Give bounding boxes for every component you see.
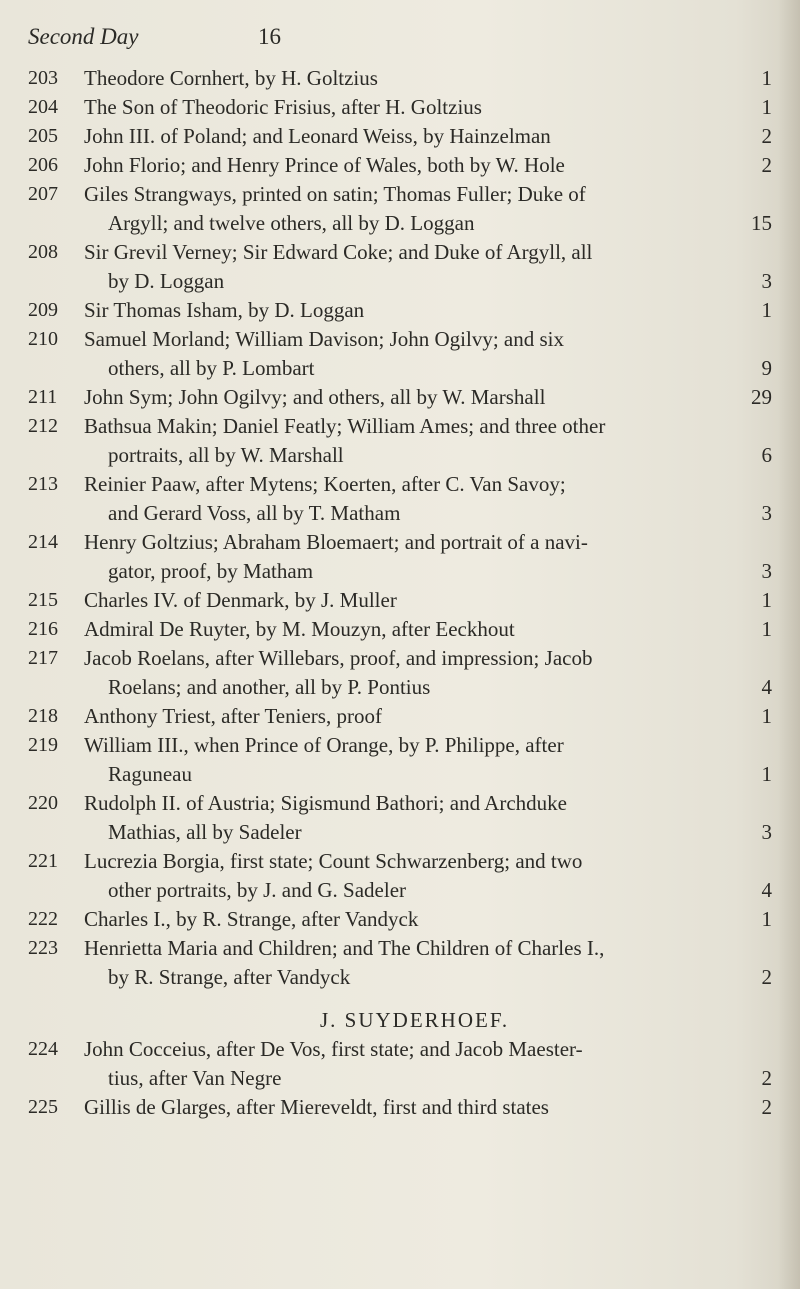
lot-quantity: 1 (761, 66, 772, 90)
lot-number: 214 (28, 531, 58, 553)
lot-description-continuation: by D. Loggan (108, 269, 225, 293)
lot-description-line: Bathsua Makin; Daniel Featly; William Ames; and three other (84, 414, 606, 438)
lot-description (84, 122, 778, 151)
lot-entry (28, 528, 778, 586)
lot-description-continuation: Mathias, all by Sadeler (108, 820, 302, 844)
lot-description-line: The Son of Theodoric Frisius, after H. Goltzius (84, 95, 482, 119)
lot-quantity: 1 (761, 907, 772, 931)
lot-description-line: Giles Strangways, printed on satin; Thomas Fuller; Duke of (84, 182, 586, 206)
lot-group-after-heading (28, 1035, 778, 1122)
lot-entry (28, 470, 778, 528)
lot-entry (28, 296, 778, 325)
lot-quantity: 1 (761, 617, 772, 641)
lot-description (84, 412, 778, 470)
lot-description-line: Samuel Morland; William Davison; John Ogilvy; and six (84, 327, 564, 351)
lot-quantity: 2 (761, 1066, 772, 1090)
lot-description (84, 1035, 778, 1093)
lot-entry (28, 905, 778, 934)
engraver-heading: J. SUYDERHOEF. (320, 1008, 510, 1032)
lot-quantity: 1 (761, 95, 772, 119)
lot-description (84, 383, 778, 412)
lot-number: 224 (28, 1038, 58, 1060)
lot-quantity: 9 (761, 356, 772, 380)
lot-description-line: John Cocceius, after De Vos, first state; and Jacob Maester- (84, 1037, 583, 1061)
lot-description (84, 64, 778, 93)
lot-quantity: 2 (761, 965, 772, 989)
lot-quantity: 3 (761, 269, 772, 293)
lot-entry (28, 731, 778, 789)
lot-number: 221 (28, 850, 58, 872)
lot-description-line: Henry Goltzius; Abraham Bloemaert; and portrait of a navi- (84, 530, 588, 554)
lot-number: 215 (28, 589, 58, 611)
lot-quantity: 6 (761, 443, 772, 467)
lot-entry (28, 412, 778, 470)
lot-entry (28, 383, 778, 412)
lot-description-continuation: and Gerard Voss, all by T. Matham (108, 501, 401, 525)
lot-description (84, 1093, 778, 1122)
lot-description-continuation: gator, proof, by Matham (108, 559, 314, 583)
lot-description-line: Gillis de Glarges, after Miereveldt, first and third states (84, 1095, 549, 1119)
lot-entry (28, 151, 778, 180)
lot-description-continuation: others, all by P. Lombart (108, 356, 315, 380)
lot-number: 222 (28, 908, 58, 930)
lot-quantity: 1 (761, 704, 772, 728)
lot-description (84, 615, 778, 644)
lot-quantity: 2 (761, 1095, 772, 1119)
lot-description-line: Sir Grevil Verney; Sir Edward Coke; and Duke of Argyll, all (84, 240, 593, 264)
lot-entry (28, 93, 778, 122)
lot-description (84, 789, 778, 847)
lot-number: 203 (28, 67, 58, 89)
lot-entry (28, 702, 778, 731)
lot-quantity: 3 (761, 559, 772, 583)
lot-description-line: Charles IV. of Denmark, by J. Muller (84, 588, 397, 612)
lot-number: 218 (28, 705, 58, 727)
lot-number: 210 (28, 328, 58, 350)
lot-description (84, 93, 778, 122)
lot-description (84, 180, 778, 238)
lot-number: 204 (28, 96, 58, 118)
lot-number: 206 (28, 154, 58, 176)
lot-entry (28, 180, 778, 238)
lot-description-line: Admiral De Ruyter, by M. Mouzyn, after Eeckhout (84, 617, 515, 641)
lot-entry (28, 934, 778, 992)
lot-number: 223 (28, 937, 58, 959)
lot-number: 216 (28, 618, 58, 640)
lot-quantity: 4 (761, 878, 772, 902)
lot-quantity: 2 (761, 124, 772, 148)
lot-group-before-heading (28, 64, 778, 992)
lot-quantity: 4 (761, 675, 772, 699)
lot-description-line: John Florio; and Henry Prince of Wales, both by W. Hole (84, 153, 565, 177)
lot-entry (28, 1093, 778, 1122)
lot-number: 217 (28, 647, 58, 669)
lot-description-continuation: by R. Strange, after Vandyck (108, 965, 351, 989)
lot-description-line: John Sym; John Ogilvy; and others, all by W. Marshall (84, 385, 546, 409)
lot-description (84, 847, 778, 905)
lot-number: 220 (28, 792, 58, 814)
lot-description (84, 528, 778, 586)
day-heading: Second Day (28, 24, 139, 49)
lot-number: 219 (28, 734, 58, 756)
page-header (28, 24, 760, 54)
lot-description (84, 296, 778, 325)
lot-quantity: 15 (751, 211, 772, 235)
lot-description-line: Sir Thomas Isham, by D. Loggan (84, 298, 365, 322)
lot-description-line: Reinier Paaw, after Mytens; Koerten, after C. Van Savoy; (84, 472, 566, 496)
lot-description-line: John III. of Poland; and Leonard Weiss, by Hainzelman (84, 124, 551, 148)
lot-description (84, 731, 778, 789)
lot-description-continuation: Roelans; and another, all by P. Pontius (108, 675, 431, 699)
lot-number: 213 (28, 473, 58, 495)
lot-description (84, 905, 778, 934)
lot-entry (28, 615, 778, 644)
lot-description-line: Charles I., by R. Strange, after Vandyck (84, 907, 419, 931)
lot-description-continuation: other portraits, by J. and G. Sadeler (108, 878, 407, 902)
lot-description-line: Jacob Roelans, after Willebars, proof, and impression; Jacob (84, 646, 593, 670)
lot-entry (28, 789, 778, 847)
lot-description (84, 325, 778, 383)
page-number: 16 (258, 24, 281, 49)
lot-number: 211 (28, 386, 58, 408)
lot-quantity: 29 (751, 385, 772, 409)
lot-description (84, 238, 778, 296)
lot-description-line: Theodore Cornhert, by H. Goltzius (84, 66, 378, 90)
lot-list (28, 64, 778, 1122)
lot-entry (28, 1035, 778, 1093)
lot-description-line: Anthony Triest, after Teniers, proof (84, 704, 382, 728)
lot-quantity: 1 (761, 762, 772, 786)
lot-description-continuation: portraits, all by W. Marshall (108, 443, 344, 467)
lot-quantity: 1 (761, 588, 772, 612)
lot-entry (28, 847, 778, 905)
lot-number: 225 (28, 1096, 58, 1118)
lot-entry (28, 122, 778, 151)
lot-entry (28, 238, 778, 296)
lot-description-line: Rudolph II. of Austria; Sigismund Bathori; and Archduke (84, 791, 567, 815)
lot-number: 209 (28, 299, 58, 321)
lot-description (84, 644, 778, 702)
lot-description (84, 586, 778, 615)
page-edge-shadow (778, 0, 800, 1289)
lot-number: 207 (28, 183, 58, 205)
lot-entry (28, 586, 778, 615)
lot-quantity: 3 (761, 501, 772, 525)
lot-description-line: William III., when Prince of Orange, by P. Philippe, after (84, 733, 564, 757)
lot-quantity: 2 (761, 153, 772, 177)
lot-number: 205 (28, 125, 58, 147)
lot-description (84, 470, 778, 528)
lot-description-line: Henrietta Maria and Children; and The Children of Charles I., (84, 936, 605, 960)
lot-entry (28, 644, 778, 702)
lot-description (84, 151, 778, 180)
lot-entry (28, 325, 778, 383)
lot-description (84, 934, 778, 992)
lot-description-continuation: Argyll; and twelve others, all by D. Loggan (108, 211, 475, 235)
lot-quantity: 3 (761, 820, 772, 844)
lot-description-continuation: Raguneau (108, 762, 192, 786)
lot-number: 208 (28, 241, 58, 263)
lot-quantity: 1 (761, 298, 772, 322)
lot-number: 212 (28, 415, 58, 437)
lot-description-continuation: tius, after Van Negre (108, 1066, 282, 1090)
lot-description-line: Lucrezia Borgia, first state; Count Schwarzenberg; and two (84, 849, 583, 873)
lot-entry (28, 64, 778, 93)
lot-description (84, 702, 778, 731)
